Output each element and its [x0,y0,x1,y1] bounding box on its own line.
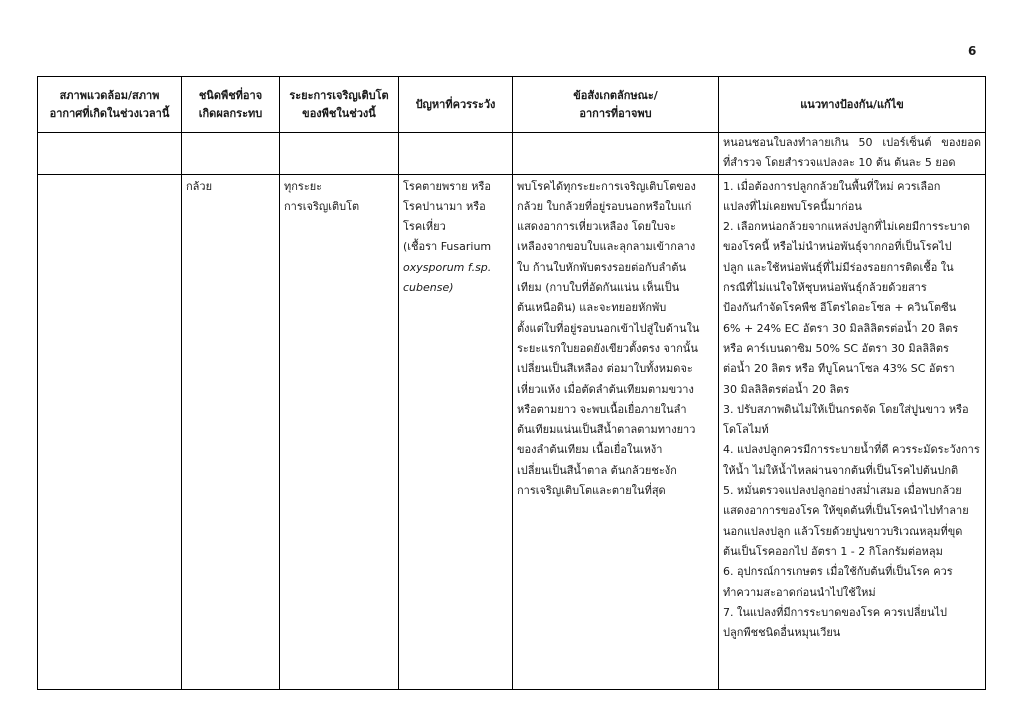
cell-environment [38,133,182,175]
text-line: เทียม (กาบใบที่อัดกันแน่น เห็นเป็น [517,281,680,295]
text-line: ต้นเหนือดิน) และจะทยอยหักพับ [517,301,667,315]
cell-stage [280,133,399,175]
advisory-table [37,76,986,690]
text-line: oxysporum f.sp. [403,260,492,274]
text-line: ของโรคนี้ หรือไม่นำหน่อพันธุ์จากกอที่เป็นโรคไป [723,240,952,254]
text-line: เหี่ยวแห้ง เมื่อตัดลำต้นเทียมตามขวาง [517,382,694,396]
text-line: โรคปานามา หรือ [403,199,486,213]
text-line: แสดงอาการเหี่ยวเหลือง โดยใบจะ [517,220,676,234]
text-line: ทุกระยะ [284,179,323,193]
text-line: 5. หมั่นตรวจแปลงปลูกอย่างสม่ำเสมอ เมื่อพบกล้วย [723,484,962,498]
text-line: หรือตามยาว จะพบเนื้อเยื่อภายในลำ [517,402,687,416]
text-line: ของลำต้นเทียม เนื้อเยื่อในเหง้า [517,443,663,457]
header-line: ของพืชในช่วงนี้ [302,106,376,120]
text-line: โรคเหี่ยว [403,220,446,234]
cell-plant [182,174,280,689]
header-row [38,77,986,133]
page-number: 6 [968,44,977,58]
header-line: สภาพแวดล้อม/สภาพ [59,88,160,102]
text-line: แสดงอาการของโรค ให้ขุดต้นที่เป็นโรคนำไปทำลาย [723,504,969,518]
cell-problem [399,174,513,689]
header-plant [182,77,280,133]
text-line: การเจริญเติบโตและตายในที่สุด [517,484,666,498]
text-line: 7. ในแปลงที่มีการระบาดของโรค ควรเปลี่ยนไป [723,605,948,619]
text-line: ใบ ก้านใบหักพับตรงรอยต่อกับลำต้น [517,260,687,274]
cell-symptoms [513,174,719,689]
text-line: 6. อุปกรณ์การเกษตร เมื่อใช้กับต้นที่เป็นโรค ควร [723,565,953,579]
text-line: เปลี่ยนเป็นสีน้ำตาล ต้นกล้วยชะงัก [517,463,677,477]
cell-prevention [719,174,986,689]
header-stage [280,77,399,133]
header-line: อากาศที่เกิดในช่วงเวลานี้ [49,106,170,120]
cell-problem [399,133,513,175]
header-line: ปัญหาที่ควรระวัง [415,97,496,111]
header-line: อาการที่อาจพบ [579,106,652,120]
header-symptoms [513,77,719,133]
text-line: แปลงที่ไม่เคยพบโรคนี้มาก่อน [723,199,862,213]
text-line: นอกแปลงปลูก แล้วโรยด้วยปูนขาวบริเวณหลุมที่ขุด [723,524,963,538]
text-line: เปลี่ยนเป็นสีเหลือง ต่อมาใบทั้งหมดจะ [517,362,693,376]
text-line: ต้นเป็นโรคออกไป อัตรา 1 - 2 กิโลกรัมต่อหลุม [723,544,943,558]
text-line: เหลืองจากขอบใบและลุกลามเข้ากลาง [517,240,696,254]
header-line: เกิดผลกระทบ [198,106,263,120]
text-line: ให้น้ำ ไม่ให้น้ำไหลผ่านจากต้นที่เป็นโรคไปต้นปกติ [723,463,959,477]
text-line: 30 มิลลิลิตรต่อน้ำ 20 ลิตร [723,382,850,396]
text-line: 6% + 24% EC อัตรา 30 มิลลิลิตรต่อน้ำ 20 ลิตร [723,321,959,335]
text-line: โดโลไมท์ [723,423,769,437]
cell-environment [38,174,182,689]
text-line: ปลูกพืชชนิดอื่นหมุนเวียน [723,626,841,640]
text-line: หรือ คาร์เบนดาซิม 50% SC อัตรา 30 มิลลิลิตร [723,341,949,355]
text-line: ป้องกันกำจัดโรคพืช อีโตรไดอะโซล + ควินโตซีน [723,301,957,315]
text-line: (เชื้อรา Fusarium [403,240,492,254]
text-line: โรคตายพราย หรือ [403,179,491,193]
text-line: ทำความสะอาดก่อนนำไปใช้ใหม่ [723,585,876,599]
text-line: 1. เมื่อต้องการปลูกกล้วยในพื้นที่ใหม่ ควรเลือก [723,179,941,193]
header-line: ข้อสังเกตลักษณะ/ [573,88,658,102]
plant-name: กล้วย [186,179,213,193]
text-line: กล้วย ใบกล้วยที่อยู่รอบนอกหรือใบแก่ [517,199,692,213]
text-line: ต่อน้ำ 20 ลิตร หรือ ทีบูโคนาโซล 43% SC อัตรา [723,362,955,376]
text-line: ต้นเทียมแน่นเป็นสีน้ำตาลตามทางยาว [517,423,696,437]
text-line: ตั้งแต่ใบที่อยู่รอบนอกเข้าไปสู่ใบด้านใน [517,321,700,335]
text-line: 2. เลือกหน่อกล้วยจากแหล่งปลูกที่ไม่เคยมีการระบาด [723,220,970,234]
cell-prevention [719,133,986,175]
header-line: ระยะการเจริญเติบโต [289,88,389,102]
text-line: ที่สำรวจ โดยสำรวจแปลงละ 10 ต้น ต้นละ 5 ยอด [723,156,956,170]
cell-stage [280,174,399,689]
text-line: หนอนชอนใบลงทำลายเกิน 50 เปอร์เซ็นต์ ของยอด [723,136,981,149]
continued-row [38,133,986,175]
header-line: ชนิดพืชที่อาจ [198,88,263,102]
header-line: แนวทางป้องกัน/แก้ไข [800,97,904,111]
text-line: กรณีที่ไม่แน่ใจให้ชุบหน่อพันธุ์กล้วยด้วยสาร [723,281,927,295]
text-line: ระยะแรกใบยอดยังเขียวตั้งตรง จากนั้น [517,341,698,355]
text-line: cubense) [403,281,454,295]
cell-plant [182,133,280,175]
text-line: พบโรคได้ทุกระยะการเจริญเติบโตของ [517,179,696,193]
cell-symptoms [513,133,719,175]
text-line: 3. ปรับสภาพดินไม่ให้เป็นกรดจัด โดยใส่ปูนขาว หรือ [723,402,969,416]
text-line: 4. แปลงปลูกควรมีการระบายน้ำที่ดี ควรระมัดระวังการ [723,443,980,457]
header-problem [399,77,513,133]
header-environment [38,77,182,133]
header-prevention [719,77,986,133]
banana-row [38,174,986,689]
text-line: ปลูก และใช้หน่อพันธุ์ที่ไม่มีร่องรอยการติดเชื้อ ใน [723,260,954,274]
text-line: การเจริญเติบโต [284,199,360,213]
